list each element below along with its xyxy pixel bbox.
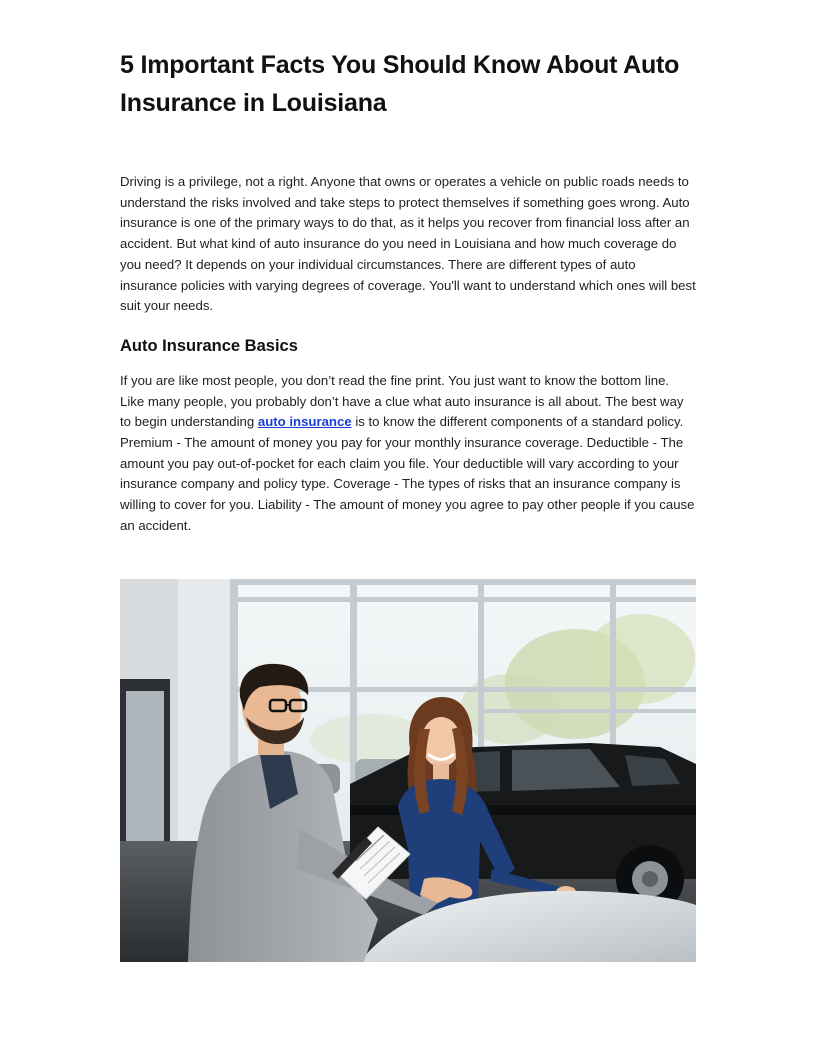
- article-title: 5 Important Facts You Should Know About Auto Insurance in Louisiana: [120, 51, 680, 117]
- dealership-photo: [120, 579, 696, 962]
- auto-insurance-link[interactable]: auto insurance: [257, 414, 352, 430]
- basics-text-after-link: is to know the different components of a standard policy. Premium - The amount of money you pay for your monthly insurance coverage. Deductible - The amount you pay out-of-pocket for each claim you file. Your deductible will vary according to your insurance company and policy type. Coverage - The types of risks that an insurance company is willing to cover for you. Liability - The amount of money you agree to pay other people if you cause an accident.: [120, 414, 695, 533]
- section-heading: Auto Insurance Basics: [120, 336, 298, 355]
- basics-text-before-link: If you are like most people, you don’t read the fine print. You just want to know the bottom line. Like many people, you probably don’t have a clue what auto insurance is all about. The best way to begin understanding: [120, 372, 684, 430]
- basics-paragraph: [120, 371, 696, 537]
- intro-paragraph: Driving is a privilege, not a right. Anyone that owns or operates a vehicle on public roads needs to understand the risks involved and take steps to protect themselves if something goes wrong. Auto insurance is one of the primary ways to do that, as it helps you recover from financial loss after an accident. But what kind of auto insurance do you need in Louisiana and how much coverage do you need? It depends on your individual circumstances. There are different types of auto insurance policies with varying degrees of coverage. You'll want to understand which ones will best suit your needs.: [120, 174, 696, 314]
- document-page: [120, 46, 696, 537]
